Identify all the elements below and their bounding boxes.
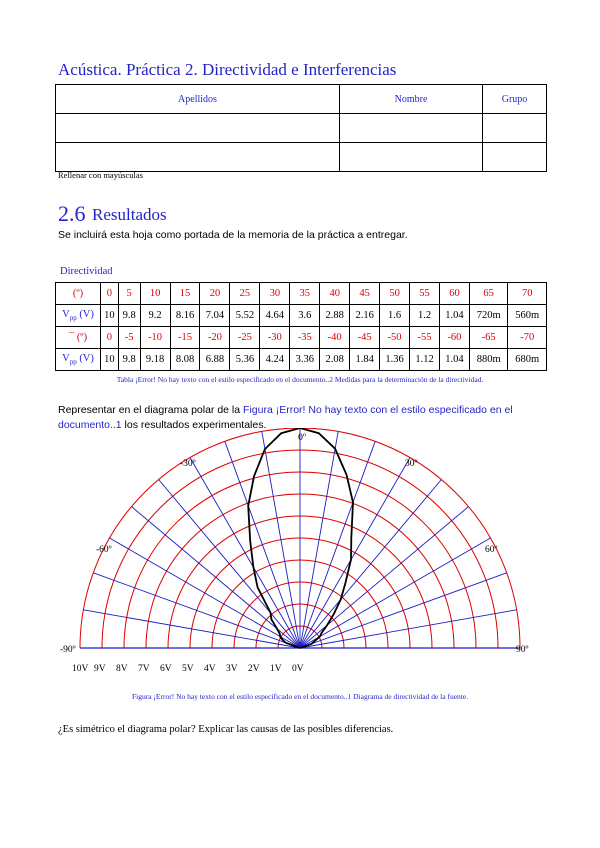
table-cell: -20: [200, 327, 230, 349]
question-text: ¿Es simétrico el diagrama polar? Explicar las causas de las posibles diferencias.: [58, 724, 394, 735]
section-intro: Se incluirá esta hoja como portada de la memoria de la práctica a entregar.: [58, 229, 408, 241]
table-cell: 0: [101, 283, 119, 305]
table-cell: 55: [410, 283, 440, 305]
angle-label-pos30: 30º: [405, 459, 418, 469]
table-cell: 1.04: [439, 349, 469, 371]
vpp-sub: pp: [69, 358, 77, 367]
table-cell: 5.36: [230, 349, 260, 371]
section-number: 2.6: [58, 201, 86, 226]
table-cell: 5: [118, 283, 140, 305]
table-cell: -55: [410, 327, 440, 349]
paragraph-before: Representar en el diagrama polar de la: [58, 404, 244, 416]
nombre-field-1[interactable]: [340, 114, 483, 143]
angle-label-pos60: 60º: [485, 545, 498, 555]
apellidos-field-2[interactable]: [56, 143, 340, 172]
table-cell: 15: [170, 283, 200, 305]
table-cell: 1.84: [350, 349, 380, 371]
col-nombre: Nombre: [340, 85, 483, 114]
table-cell: 8.16: [170, 305, 200, 327]
row-vpp-pos: [56, 305, 547, 327]
paragraph-after: los resultados experimentales.: [121, 419, 267, 431]
table-cell: -10: [140, 327, 170, 349]
table-cell: 70: [508, 283, 547, 305]
directivity-table: [55, 282, 547, 371]
polar-spokes: [80, 428, 520, 648]
table-cell: 560m: [508, 305, 547, 327]
table-cell: -60: [439, 327, 469, 349]
angle-label-pos90: 90º: [516, 645, 529, 655]
table-cell: 1.6: [380, 305, 410, 327]
vpp-tail: (V): [76, 308, 94, 320]
row-vpp-neg: [56, 349, 547, 371]
vpp-main: V: [62, 308, 70, 320]
table-cell: 3.36: [290, 349, 320, 371]
figure-caption: Figura ¡Error! No hay texto con el estilo especificado en el documento..1 Diagrama de directividad de la fuente.: [131, 692, 469, 701]
table-cell: 720m: [469, 305, 508, 327]
table-cell: 4.24: [260, 349, 290, 371]
row-angle-pos: [56, 283, 547, 305]
table-caption: Tabla ¡Error! No hay texto con el estilo especificado en el documento..2 Medidas para la determinación de la directividad.: [116, 375, 484, 384]
table-cell: 1.12: [410, 349, 440, 371]
grupo-field-1[interactable]: [483, 114, 547, 143]
table-cell: 10: [101, 349, 119, 371]
grupo-field-2[interactable]: [483, 143, 547, 172]
row-header: [56, 349, 101, 371]
table-cell: 2.08: [320, 349, 350, 371]
table-cell: 9.8: [118, 305, 140, 327]
table-cell: 6.88: [200, 349, 230, 371]
vpp-main: V: [62, 352, 70, 364]
table-cell: -70: [508, 327, 547, 349]
table-cell: 9.8: [118, 349, 140, 371]
table-cell: -5: [118, 327, 140, 349]
voltage-label: 2V: [248, 664, 260, 674]
directivity-label: Directividad: [60, 266, 113, 277]
voltage-label: 5V: [182, 664, 194, 674]
voltage-label: 4V: [204, 664, 216, 674]
nombre-field-2[interactable]: [340, 143, 483, 172]
page-title: Acústica. Práctica 2. Directividad e Interferencias: [58, 60, 397, 79]
table-cell: 2.16: [350, 305, 380, 327]
table-cell: 1.2: [410, 305, 440, 327]
col-grupo: Grupo: [483, 85, 547, 114]
table-cell: -40: [320, 327, 350, 349]
vpp-sub: pp: [69, 314, 77, 323]
vpp-tail: (V): [76, 352, 94, 364]
voltage-label: 9V: [94, 664, 106, 674]
table-cell: 40: [320, 283, 350, 305]
table-cell: 25: [230, 283, 260, 305]
table-cell: 35: [290, 283, 320, 305]
table-cell: 60: [439, 283, 469, 305]
angle-label-neg60: -60º: [96, 545, 112, 555]
section-title: Resultados: [92, 205, 167, 224]
row-angle-neg: [56, 327, 547, 349]
table-cell: -25: [230, 327, 260, 349]
polar-diagram: [0, 428, 600, 683]
voltage-label: 7V: [138, 664, 150, 674]
table-cell: -30: [260, 327, 290, 349]
table-cell: 50: [380, 283, 410, 305]
apellidos-field-1[interactable]: [56, 114, 340, 143]
table-cell: 45: [350, 283, 380, 305]
table-cell: -15: [170, 327, 200, 349]
table-cell: 8.08: [170, 349, 200, 371]
table-cell: 880m: [469, 349, 508, 371]
table-cell: -45: [350, 327, 380, 349]
table-cell: -35: [290, 327, 320, 349]
table-cell: 3.6: [290, 305, 320, 327]
voltage-label: 1V: [270, 664, 282, 674]
table-cell: -65: [469, 327, 508, 349]
angle-label-neg30: -30º: [180, 459, 196, 469]
voltage-label: 0V: [292, 664, 304, 674]
table-cell: 1.04: [439, 305, 469, 327]
table-cell: 9.2: [140, 305, 170, 327]
table-cell: 10: [140, 283, 170, 305]
table-cell: 0: [101, 327, 119, 349]
table-cell: 680m: [508, 349, 547, 371]
table-cell: 4.64: [260, 305, 290, 327]
table-cell: 65: [469, 283, 508, 305]
col-apellidos: Apellidos: [56, 85, 340, 114]
row-header: [56, 305, 101, 327]
voltage-label: 10V: [72, 664, 89, 674]
angle-label-neg90: -90º: [60, 645, 76, 655]
table-cell: 2.88: [320, 305, 350, 327]
voltage-label: 8V: [116, 664, 128, 674]
student-form: [55, 84, 547, 172]
table-cell: 9.18: [140, 349, 170, 371]
table-cell: 30: [260, 283, 290, 305]
row-header: (º): [56, 283, 101, 305]
table-cell: 1.36: [380, 349, 410, 371]
table-cell: 10: [101, 305, 119, 327]
table-cell: 20: [200, 283, 230, 305]
figure-reference-link[interactable]: Figura ¡Error! No hay texto con el estilo especificado en el documento..1: [58, 404, 513, 431]
voltage-label: 3V: [226, 664, 238, 674]
table-cell: -50: [380, 327, 410, 349]
voltage-labels: [72, 664, 304, 674]
angle-label-0: 0º: [298, 433, 306, 443]
table-cell: 7.04: [200, 305, 230, 327]
form-note: Rellenar con mayúsculas: [58, 170, 143, 180]
row-header: ¯ (º): [56, 327, 101, 349]
table-cell: 5.52: [230, 305, 260, 327]
voltage-label: 6V: [160, 664, 172, 674]
